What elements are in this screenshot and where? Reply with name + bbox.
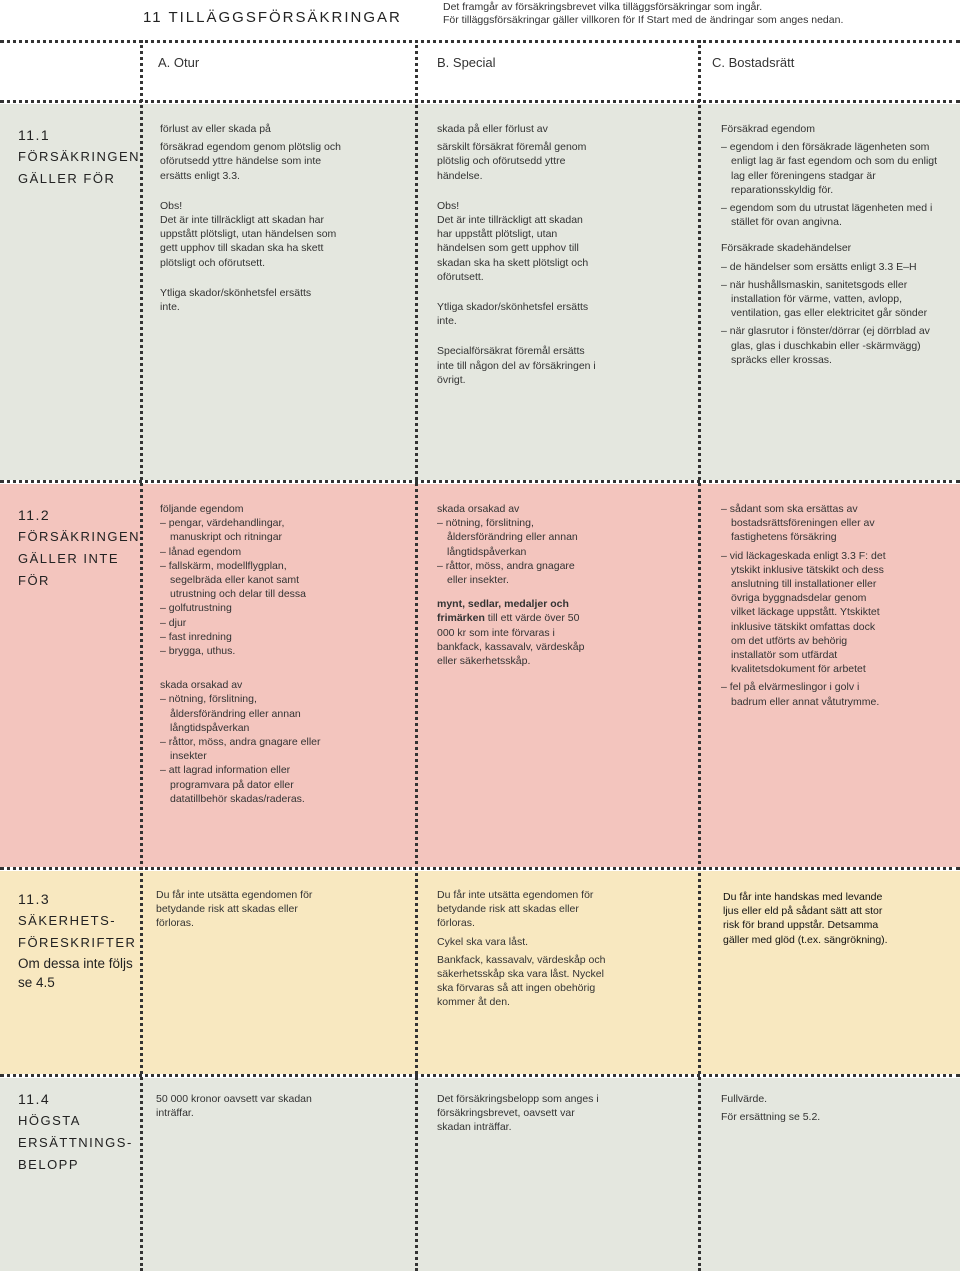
row2-cell-c xyxy=(721,502,886,709)
row2-label-line1: FÖRSÄKRINGEN xyxy=(18,529,141,544)
row1-cell-b xyxy=(437,122,597,397)
row1-b-note2: Specialförsäkrat föremål ersätts inte till någon del av försäkringen i övrigt. xyxy=(437,345,596,386)
list-item: – fel på elvärmeslingor i golv i badrum eller annat våtutrymme. xyxy=(721,680,886,708)
row1-b-note: Ytliga skador/skönhetsfel ersätts inte. xyxy=(437,301,589,328)
page-title: 11 TILLÄGGSFÖRSÄKRINGAR xyxy=(143,9,402,26)
row3-cell-b xyxy=(437,888,607,1020)
row2-b-bold: mynt, sedlar, medaljer och frimärken xyxy=(437,598,569,625)
row3-label xyxy=(18,888,138,992)
row4-cell-b xyxy=(437,1092,602,1145)
row3-c-text: Du får inte handskas med levande ljus eller eld på sådant sätt att stor risk för brand uppstår. Detsamma gäller med glöd (t.ex. sängrökning). xyxy=(723,891,888,946)
row1-a-obs-text: Det är inte tillräckligt att skadan har uppstått plötsligt, utan händelsen som gett upphov till skadan ska ha skett plötsligt och oförutsett. xyxy=(160,214,337,269)
row4-a-text: 50 000 kronor oavsett var skadan inträffar. xyxy=(156,1093,312,1120)
row2-b-heading: skada orsakad av xyxy=(437,503,520,515)
row3-a-text: Du får inte utsätta egendomen för betydande risk att skadas eller förloras. xyxy=(156,889,313,930)
row2-label-number: 11.2 xyxy=(18,507,51,523)
column-header-c: C. Bostadsrätt xyxy=(712,55,795,70)
row2-cell-b xyxy=(437,502,597,678)
row1-b-heading: skada på eller förlust av xyxy=(437,123,548,135)
list-item: – råttor, möss, andra gnagare eller insekter xyxy=(160,735,330,763)
row2-a-list xyxy=(160,516,330,658)
row4-top-divider xyxy=(0,1074,960,1077)
row1-b-obs-text: Det är inte tillräckligt att skadan har uppstått plötsligt, utan händelsen som gett upphov till skadan ska ha skett plötsligt och oförutsett. xyxy=(437,214,589,283)
row2-a-list2 xyxy=(160,692,330,806)
row1-a-obs: Obs! xyxy=(160,199,183,212)
list-item: – nötning, förslitning, åldersförändring eller annan långtidspåverkan xyxy=(160,692,330,735)
row4-b-text: Det försäkringsbelopp som anges i försäkringsbrevet, oavsett var skadan inträffar. xyxy=(437,1093,599,1134)
row2-cell-a xyxy=(160,502,330,806)
list-item: – när hushållsmaskin, sanitetsgods eller installation för värme, vatten, avlopp, ventilation, gas eller elektricitet går sönder xyxy=(721,278,941,321)
row1-c-heading: Försäkrad egendom xyxy=(721,123,815,135)
row2-a-heading: följande egendom xyxy=(160,503,244,515)
row3-top-divider xyxy=(0,867,960,870)
list-item: – brygga, uthus. xyxy=(160,644,330,658)
row4-cell-c xyxy=(721,1092,921,1134)
col-divider-3 xyxy=(698,40,701,1271)
row4-label-number: 11.4 xyxy=(18,1091,51,1107)
list-item: – djur xyxy=(160,616,330,630)
header-desc-line1: Det framgår av försäkringsbrevet vilka tilläggsförsäkringar som ingår. xyxy=(443,1,763,13)
col-divider-1 xyxy=(140,40,143,1271)
row1-a-heading: förlust av eller skada på xyxy=(160,123,271,135)
row4-label-line1: HÖGSTA xyxy=(18,1113,81,1128)
row1-cell-a xyxy=(160,122,345,324)
list-item: – sådant som ska ersättas av bostadsrättsföreningen eller av fastighetens försäkring xyxy=(721,502,886,545)
row3-b-p3: Bankfack, kassavalv, värdeskåp och säkerhetsskåp ska vara låst. Nyckel ska förvaras så att ingen obehörig kommer åt den. xyxy=(437,953,606,1009)
row3-cell-c xyxy=(723,890,893,957)
row2-label-line3: FÖR xyxy=(18,573,50,588)
row2-top-divider xyxy=(0,480,960,483)
list-item: – lånad egendom xyxy=(160,545,330,559)
column-header-a: A. Otur xyxy=(158,55,200,70)
row1-label-line1: FÖRSÄKRINGEN xyxy=(18,149,141,164)
row2-label-line2: GÄLLER INTE xyxy=(18,551,120,566)
row1-label-line2: GÄLLER FÖR xyxy=(18,171,116,186)
list-item: – fallskärm, modellflygplan, segelbräda eller kanot samt utrustning och delar till dessa xyxy=(160,559,330,602)
row1-a-text: försäkrad egendom genom plötslig och oförutsedd yttre händelse som inte ersätts enligt 3.3. xyxy=(160,141,341,182)
row3-b-p2: Cykel ska vara låst. xyxy=(437,935,529,948)
row2-label xyxy=(18,504,140,592)
row4-label-line3: BELOPP xyxy=(18,1157,80,1172)
list-item: – råttor, möss, andra gnagare eller insekter. xyxy=(437,559,597,587)
list-item: – pengar, värdehandlingar, manuskript och ritningar xyxy=(160,516,330,544)
list-item: – egendom i den försäkrade lägenheten som enligt lag är fast egendom och som du enligt lag eller föreningens stadgar är reparationsskyldig för. xyxy=(721,140,941,197)
row1-a-note: Ytliga skador/skönhetsfel ersätts inte. xyxy=(160,286,312,314)
list-item: – egendom som du utrustat lägenheten med i stället för ovan angivna. xyxy=(721,201,941,229)
header-desc-line2: För tilläggsförsäkringar gäller villkoren för If Start med de ändringar som anges nedan. xyxy=(443,14,844,26)
row1-c-list xyxy=(721,140,941,229)
list-item: – de händelser som ersätts enligt 3.3 E–H xyxy=(721,260,941,274)
row4-cell-a xyxy=(156,1092,326,1130)
col-divider-2 xyxy=(415,40,418,1271)
row4-c-text1: Fullvärde. xyxy=(721,1093,768,1105)
row3-cell-a xyxy=(156,888,331,941)
top-divider xyxy=(0,40,960,43)
row3-b-text: Du får inte utsätta egendomen för betydande risk att skadas eller förloras. xyxy=(437,889,594,930)
row1-c-list2 xyxy=(721,260,941,367)
list-item: – att lagrad information eller programvara på dator eller datatillbehör skadas/raderas. xyxy=(160,763,330,806)
row2-b-paragraph xyxy=(437,597,597,668)
row3-label-number: 11.3 xyxy=(18,891,51,907)
list-item: – när glasrutor i fönster/dörrar (ej dörrblad av glas, glas i duschkabin eller -skärmvägg) spräcks eller krossas. xyxy=(721,324,941,367)
row1-cell-c xyxy=(721,122,941,367)
row3-label-note: Om dessa inte följs se 4.5 xyxy=(18,956,133,990)
row1-top-divider xyxy=(0,100,960,103)
row1-label xyxy=(18,124,140,190)
row1-label-number: 11.1 xyxy=(18,127,51,143)
row1-c-heading2: Försäkrade skadehändelser xyxy=(721,242,852,255)
list-item: – golfutrustning xyxy=(160,601,330,615)
header-description xyxy=(443,1,843,27)
row2-b-text: till ett värde över 50 000 kr som inte förvaras i bankfack, kassavalv, värdeskåp eller säkerhetsskåp. xyxy=(437,612,585,668)
row4-label-line2: ERSÄTTNINGS- xyxy=(18,1135,133,1150)
row2-b-list xyxy=(437,516,597,587)
list-item: – vid läckageskada enligt 3.3 F: det ytskikt inklusive tätskikt och dess anslutning till installationer eller övriga byggnadsdelar genom vilket läckage uppstått. Ytskiktet inklusive tätskikt omfattas dock om det utförts av behörig installatör som utfärdat kvalitetsdokument för arbetet xyxy=(721,549,886,677)
row1-b-obs: Obs! xyxy=(437,199,460,212)
row4-c-text2: För ersättning se 5.2. xyxy=(721,1111,821,1124)
list-item: – nötning, förslitning, åldersförändring eller annan långtidspåverkan xyxy=(437,516,597,559)
row3-label-line2: FÖRESKRIFTER xyxy=(18,935,137,950)
row2-a-heading2: skada orsakad av xyxy=(160,679,243,692)
row1-b-text: särskilt försäkrat föremål genom plötslig och oförutsedd yttre händelse. xyxy=(437,141,587,182)
row3-label-line1: SÄKERHETS- xyxy=(18,913,117,928)
list-item: – fast inredning xyxy=(160,630,330,644)
row4-label xyxy=(18,1088,133,1176)
column-header-b: B. Special xyxy=(437,55,496,70)
row2-c-list xyxy=(721,502,886,709)
